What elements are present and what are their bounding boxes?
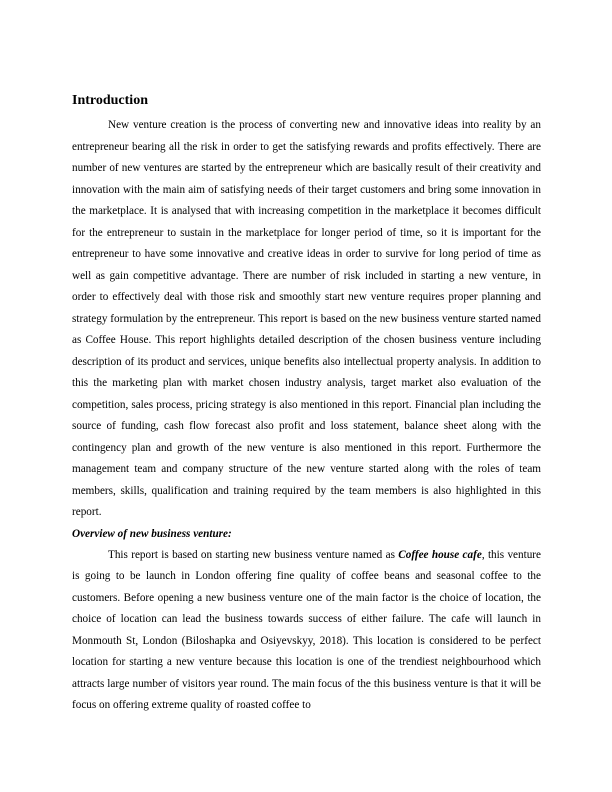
subheading-overview: Overview of new business venture: <box>72 527 232 540</box>
section-heading-introduction: Introduction <box>72 93 148 108</box>
venture-name: Coffee house cafe <box>398 548 482 561</box>
intro-paragraph: New venture creation is the process of converting new and innovative ideas into reality by an entrepreneur bearing all the risk in order to get the satisfying rewards and profits effectively. There are number of new ventures are started by the entrepreneur which are basically result of their creativity and innovation with the main aim of satisfying needs of their target customers and bring some innovation in the marketplace. It is analysed that with increasing competition in the marketplace it becomes difficult for the entrepreneur to sustain in the marketplace for longer period of time, so it is important for the entrepreneur to have some innovative and creative ideas in order to survive for long period of time as well as gain competitive advantage. There are number of risk included in starting a new venture, in order to effectively deal with those risk and smoothly start new venture requires proper planning and strategy formulation by the entrepreneur. This report is based on the new business venture started named as Coffee House. This report highlights detailed description of the chosen business venture including description of its product and services, unique benefits also intellectual property analysis. In addition to this the marketing plan with market chosen industry analysis, target market also evaluation of the competition, sales process, pricing strategy is also mentioned in this report. Financial plan including the source of funding, cash flow forecast also profit and loss statement, balance sheet along with the contingency plan and growth of the new venture is also mentioned in this report. Furthermore the management team and company structure of the new venture started along with the roles of team members, skills, qualification and training required by the team members is also highlighted in this report. <box>72 119 541 518</box>
overview-paragraph <box>72 545 541 717</box>
overview-text-start: This report is based on starting new business venture named as <box>108 548 399 561</box>
document-page <box>72 92 541 717</box>
overview-text-end: , this venture is going to be launch in London offering fine quality of coffee beans and seasonal coffee to the customers. Before opening a new business venture one of the main factor is the choice of location, the choice of location can lead the business towards success of either failure. The cafe will launch in Monmouth St, London (Biloshapka and Osiyevskyy, 2018). This location is considered to be perfect location for starting a new venture because this location is one of the trendiest neighbourhood which attracts large number of visitors year round. The main focus of the this business venture is that it will be focus on offering extreme quality of roasted coffee to <box>72 548 542 711</box>
